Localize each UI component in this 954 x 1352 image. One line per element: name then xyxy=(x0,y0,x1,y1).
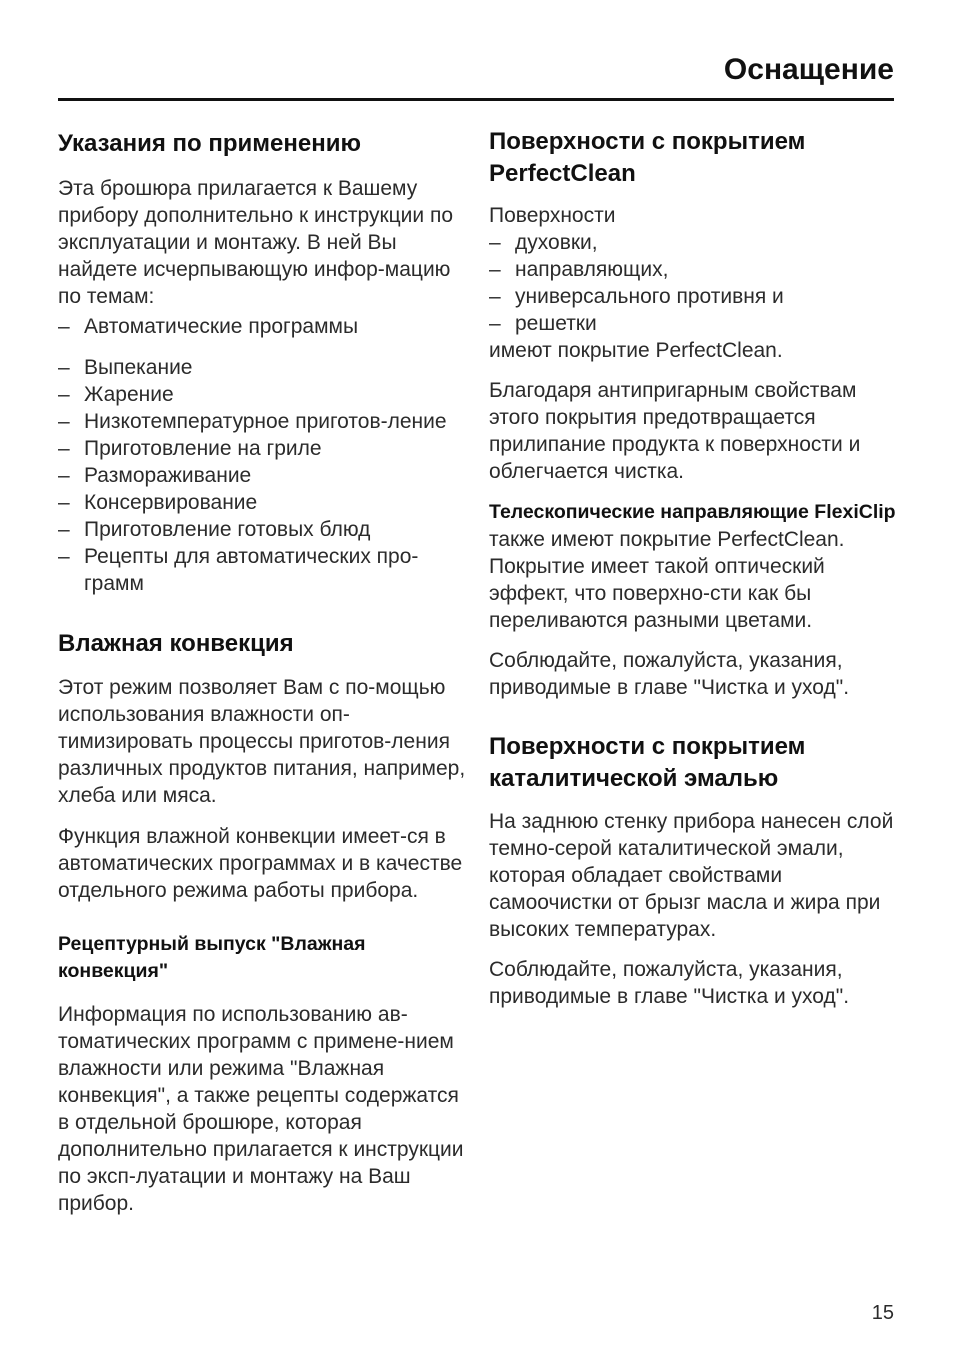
list-item xyxy=(58,462,468,489)
dash-mark: – xyxy=(58,437,70,460)
list-item xyxy=(58,435,468,462)
list-item xyxy=(58,381,468,408)
dash-mark: – xyxy=(58,545,70,568)
recipe-heading: Рецептурный выпуск "Влажная конвекция" xyxy=(58,933,366,982)
usage-section xyxy=(58,128,468,597)
catalytic-paragraph-2: Соблюдайте, пожалуйста, указания, приводимые в главе "Чистка и уход". xyxy=(489,958,850,1008)
list-item xyxy=(58,354,468,381)
usage-heading: Указания по применению xyxy=(58,130,361,157)
dash-mark: – xyxy=(489,231,501,254)
recipe-section xyxy=(58,931,468,1217)
list-item xyxy=(58,543,468,597)
list-item xyxy=(489,256,899,283)
dash-mark: – xyxy=(489,258,501,281)
perfectclean-heading: Поверхности с покрытием PerfectClean xyxy=(489,128,806,187)
flexiclip-bold-text: Телескопические направляющие FlexiClip xyxy=(489,501,896,523)
flexiclip-text: также имеют покрытие PerfectClean. Покрытие имеет такой оптический эффект, что поверхно-сти как бы переливаются разными цветами. xyxy=(489,528,845,632)
perfectclean-section xyxy=(489,126,899,701)
usage-intro: Эта брошюра прилагается к Вашему прибору дополнительно к инструкции по эксплуатации и монтажу. В ней Вы найдете исчерпывающую инфор-мацию по темам: xyxy=(58,177,454,308)
list-item xyxy=(489,283,899,310)
header-divider xyxy=(58,98,894,101)
catalytic-section xyxy=(489,731,899,1010)
list-item-text: Размораживание xyxy=(84,464,252,487)
recipe-paragraph: Информация по использованию ав-томатических программ с примене-нием влажности или режима "Влажная конвекция", а также рецепты содержатся в отдельной брошюре, которая дополнительно прилагается к инструкции по эксп-луатации и монтажу на Ваш прибор. xyxy=(58,1003,464,1215)
list-item-text: Консервирование xyxy=(84,491,258,514)
list-item xyxy=(489,310,899,337)
dash-mark: – xyxy=(58,410,70,433)
usage-topic-list xyxy=(58,354,468,597)
left-column xyxy=(58,124,468,1217)
list-item xyxy=(58,408,468,435)
dash-mark: – xyxy=(489,285,501,308)
dash-mark: – xyxy=(489,312,501,335)
list-item-text: решетки xyxy=(515,312,597,335)
perfectclean-tail: имеют покрытие PerfectClean. xyxy=(489,339,783,362)
list-item-text: Жарение xyxy=(84,383,174,406)
moist-convection-paragraph-1: Этот режим позволяет Вам с по-мощью использования влажности оп-тимизировать процессы приготов-ления различных продуктов питания, например, хлеба или мяса. xyxy=(58,676,466,807)
page-header-title: Оснащение xyxy=(723,53,894,86)
list-item-text: Рецепты для автоматических про-грамм xyxy=(84,545,419,595)
list-item-text: универсального противня и xyxy=(515,285,784,308)
list-item xyxy=(58,516,468,543)
perfectclean-surface-list xyxy=(489,229,899,337)
perfectclean-paragraph-2: Благодаря антипригарным свойствам этого покрытия предотвращается прилипание продукта к поверхности и облегчается чистка. xyxy=(489,379,861,483)
list-item-text: Приготовление на гриле xyxy=(84,437,322,460)
page-number: 15 xyxy=(871,1302,894,1324)
list-item-text: направляющих, xyxy=(515,258,669,281)
catalytic-heading: Поверхности с покрытием каталитической эмалью xyxy=(489,733,806,792)
dash-mark: – xyxy=(58,315,70,338)
dash-mark: – xyxy=(58,518,70,541)
list-item xyxy=(58,313,468,340)
moist-convection-heading: Влажная конвекция xyxy=(58,630,294,657)
moist-convection-section xyxy=(58,628,468,904)
usage-first-list xyxy=(58,313,468,340)
list-item-text: духовки, xyxy=(515,231,598,254)
moist-convection-paragraph-2: Функция влажной конвекции имеет-ся в автоматических программах и в качестве отдельного режима работы прибора. xyxy=(58,825,463,902)
list-item-text: Выпекание xyxy=(84,356,193,379)
dash-mark: – xyxy=(58,383,70,406)
list-item-text: Автоматические программы xyxy=(84,315,359,338)
dash-mark: – xyxy=(58,356,70,379)
list-item-text: Приготовление готовых блюд xyxy=(84,518,371,541)
perfectclean-paragraph-3 xyxy=(489,498,899,634)
list-item xyxy=(489,229,899,256)
dash-mark: – xyxy=(58,464,70,487)
right-column xyxy=(489,124,899,1010)
dash-mark: – xyxy=(58,491,70,514)
perfectclean-paragraph-4: Соблюдайте, пожалуйста, указания, приводимые в главе "Чистка и уход". xyxy=(489,649,850,699)
list-item-text: Низкотемпературное приготов-ление xyxy=(84,410,447,433)
list-item xyxy=(58,489,468,516)
catalytic-paragraph-1: На заднюю стенку прибора нанесен слой темно-серой каталитической эмали, которая обладает свойствами самоочистки от брызг масла и жира при высоких температурах. xyxy=(489,810,894,941)
perfectclean-lead: Поверхности xyxy=(489,204,616,227)
